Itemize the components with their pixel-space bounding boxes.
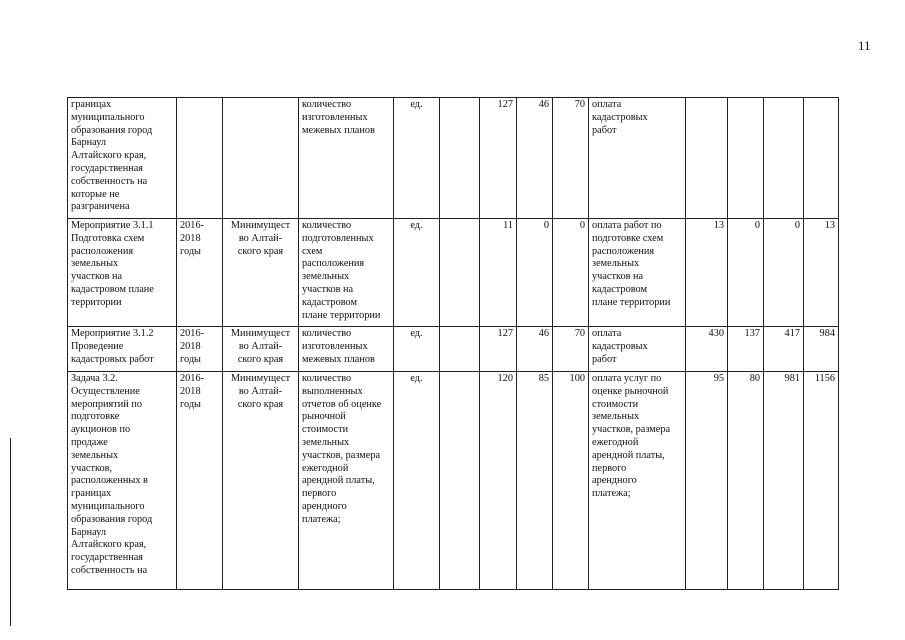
cell-ftotal: 13 <box>804 219 839 327</box>
cell-expense: оплата услуг по оценке рыночной стоимости земельных участков, размера ежегодной арендной платы, первого арендного платежа; <box>589 372 686 590</box>
cell-unit: ед. <box>394 327 440 372</box>
cell-indicator: количество выполненных отчетов об оценке рыночной стоимости земельных участков, размера ежегодной арендной платы, первого арендного платежа; <box>299 372 394 590</box>
cell-total <box>440 327 480 372</box>
cell-name: Задача 3.2. Осуществление мероприятий по подготовке аукционов по продаже земельных участков, расположенных в границах муниципального образования город Барнаул Алтайского края, государственная собственность на <box>68 372 177 590</box>
cell-v2016: 127 <box>480 327 517 372</box>
cell-name: Мероприятие 3.1.1 Подготовка схем расположения земельных участков на кадастровом плане территории <box>68 219 177 327</box>
cell-f2018: 981 <box>764 372 804 590</box>
cell-f2016: 13 <box>686 219 728 327</box>
cell-v2018: 70 <box>553 98 589 219</box>
cell-f2016: 95 <box>686 372 728 590</box>
cell-f2017: 137 <box>728 327 764 372</box>
cell-f2018 <box>764 98 804 219</box>
cell-unit: ед. <box>394 219 440 327</box>
cell-executor: Минимущест во Алтай- ского края <box>223 327 299 372</box>
cell-period: 2016- 2018 годы <box>177 219 223 327</box>
cell-total <box>440 219 480 327</box>
cell-period <box>177 98 223 219</box>
table-row <box>68 98 839 219</box>
cell-f2017: 0 <box>728 219 764 327</box>
cell-executor: Минимущест во Алтай- ского края <box>223 372 299 590</box>
cell-v2018: 100 <box>553 372 589 590</box>
cell-period: 2016- 2018 годы <box>177 327 223 372</box>
cell-v2016: 120 <box>480 372 517 590</box>
cell-v2016: 11 <box>480 219 517 327</box>
cell-name: границах муниципального образования город Барнаул Алтайского края, государственная собственность на которые не разграничена <box>68 98 177 219</box>
cell-expense: оплата кадастровых работ <box>589 327 686 372</box>
cell-v2017: 46 <box>517 327 553 372</box>
cell-ftotal: 1156 <box>804 372 839 590</box>
margin-line <box>10 438 11 626</box>
cell-expense: оплата кадастровых работ <box>589 98 686 219</box>
cell-v2017: 46 <box>517 98 553 219</box>
cell-v2017: 85 <box>517 372 553 590</box>
cell-f2018: 417 <box>764 327 804 372</box>
table-row <box>68 372 839 590</box>
page-number: 11 <box>858 38 871 53</box>
cell-expense: оплата работ по подготовке схем расположения земельных участков на кадастровом плане территории <box>589 219 686 327</box>
cell-ftotal: 984 <box>804 327 839 372</box>
cell-ftotal <box>804 98 839 219</box>
cell-f2016 <box>686 98 728 219</box>
cell-unit: ед. <box>394 372 440 590</box>
cell-unit: ед. <box>394 98 440 219</box>
table-row <box>68 327 839 372</box>
cell-f2018: 0 <box>764 219 804 327</box>
cell-v2017: 0 <box>517 219 553 327</box>
cell-v2018: 70 <box>553 327 589 372</box>
table-row <box>68 219 839 327</box>
cell-total <box>440 372 480 590</box>
cell-v2018: 0 <box>553 219 589 327</box>
cell-executor <box>223 98 299 219</box>
cell-executor: Минимущест во Алтай- ского края <box>223 219 299 327</box>
cell-indicator: количество изготовленных межевых планов <box>299 98 394 219</box>
cell-v2016: 127 <box>480 98 517 219</box>
cell-f2017 <box>728 98 764 219</box>
program-table <box>67 97 839 590</box>
cell-name: Мероприятие 3.1.2 Проведение кадастровых работ <box>68 327 177 372</box>
cell-f2017: 80 <box>728 372 764 590</box>
cell-indicator: количество изготовленных межевых планов <box>299 327 394 372</box>
cell-f2016: 430 <box>686 327 728 372</box>
cell-period: 2016- 2018 годы <box>177 372 223 590</box>
cell-total <box>440 98 480 219</box>
cell-indicator: количество подготовленных схем расположения земельных участков на кадастровом плане территории <box>299 219 394 327</box>
